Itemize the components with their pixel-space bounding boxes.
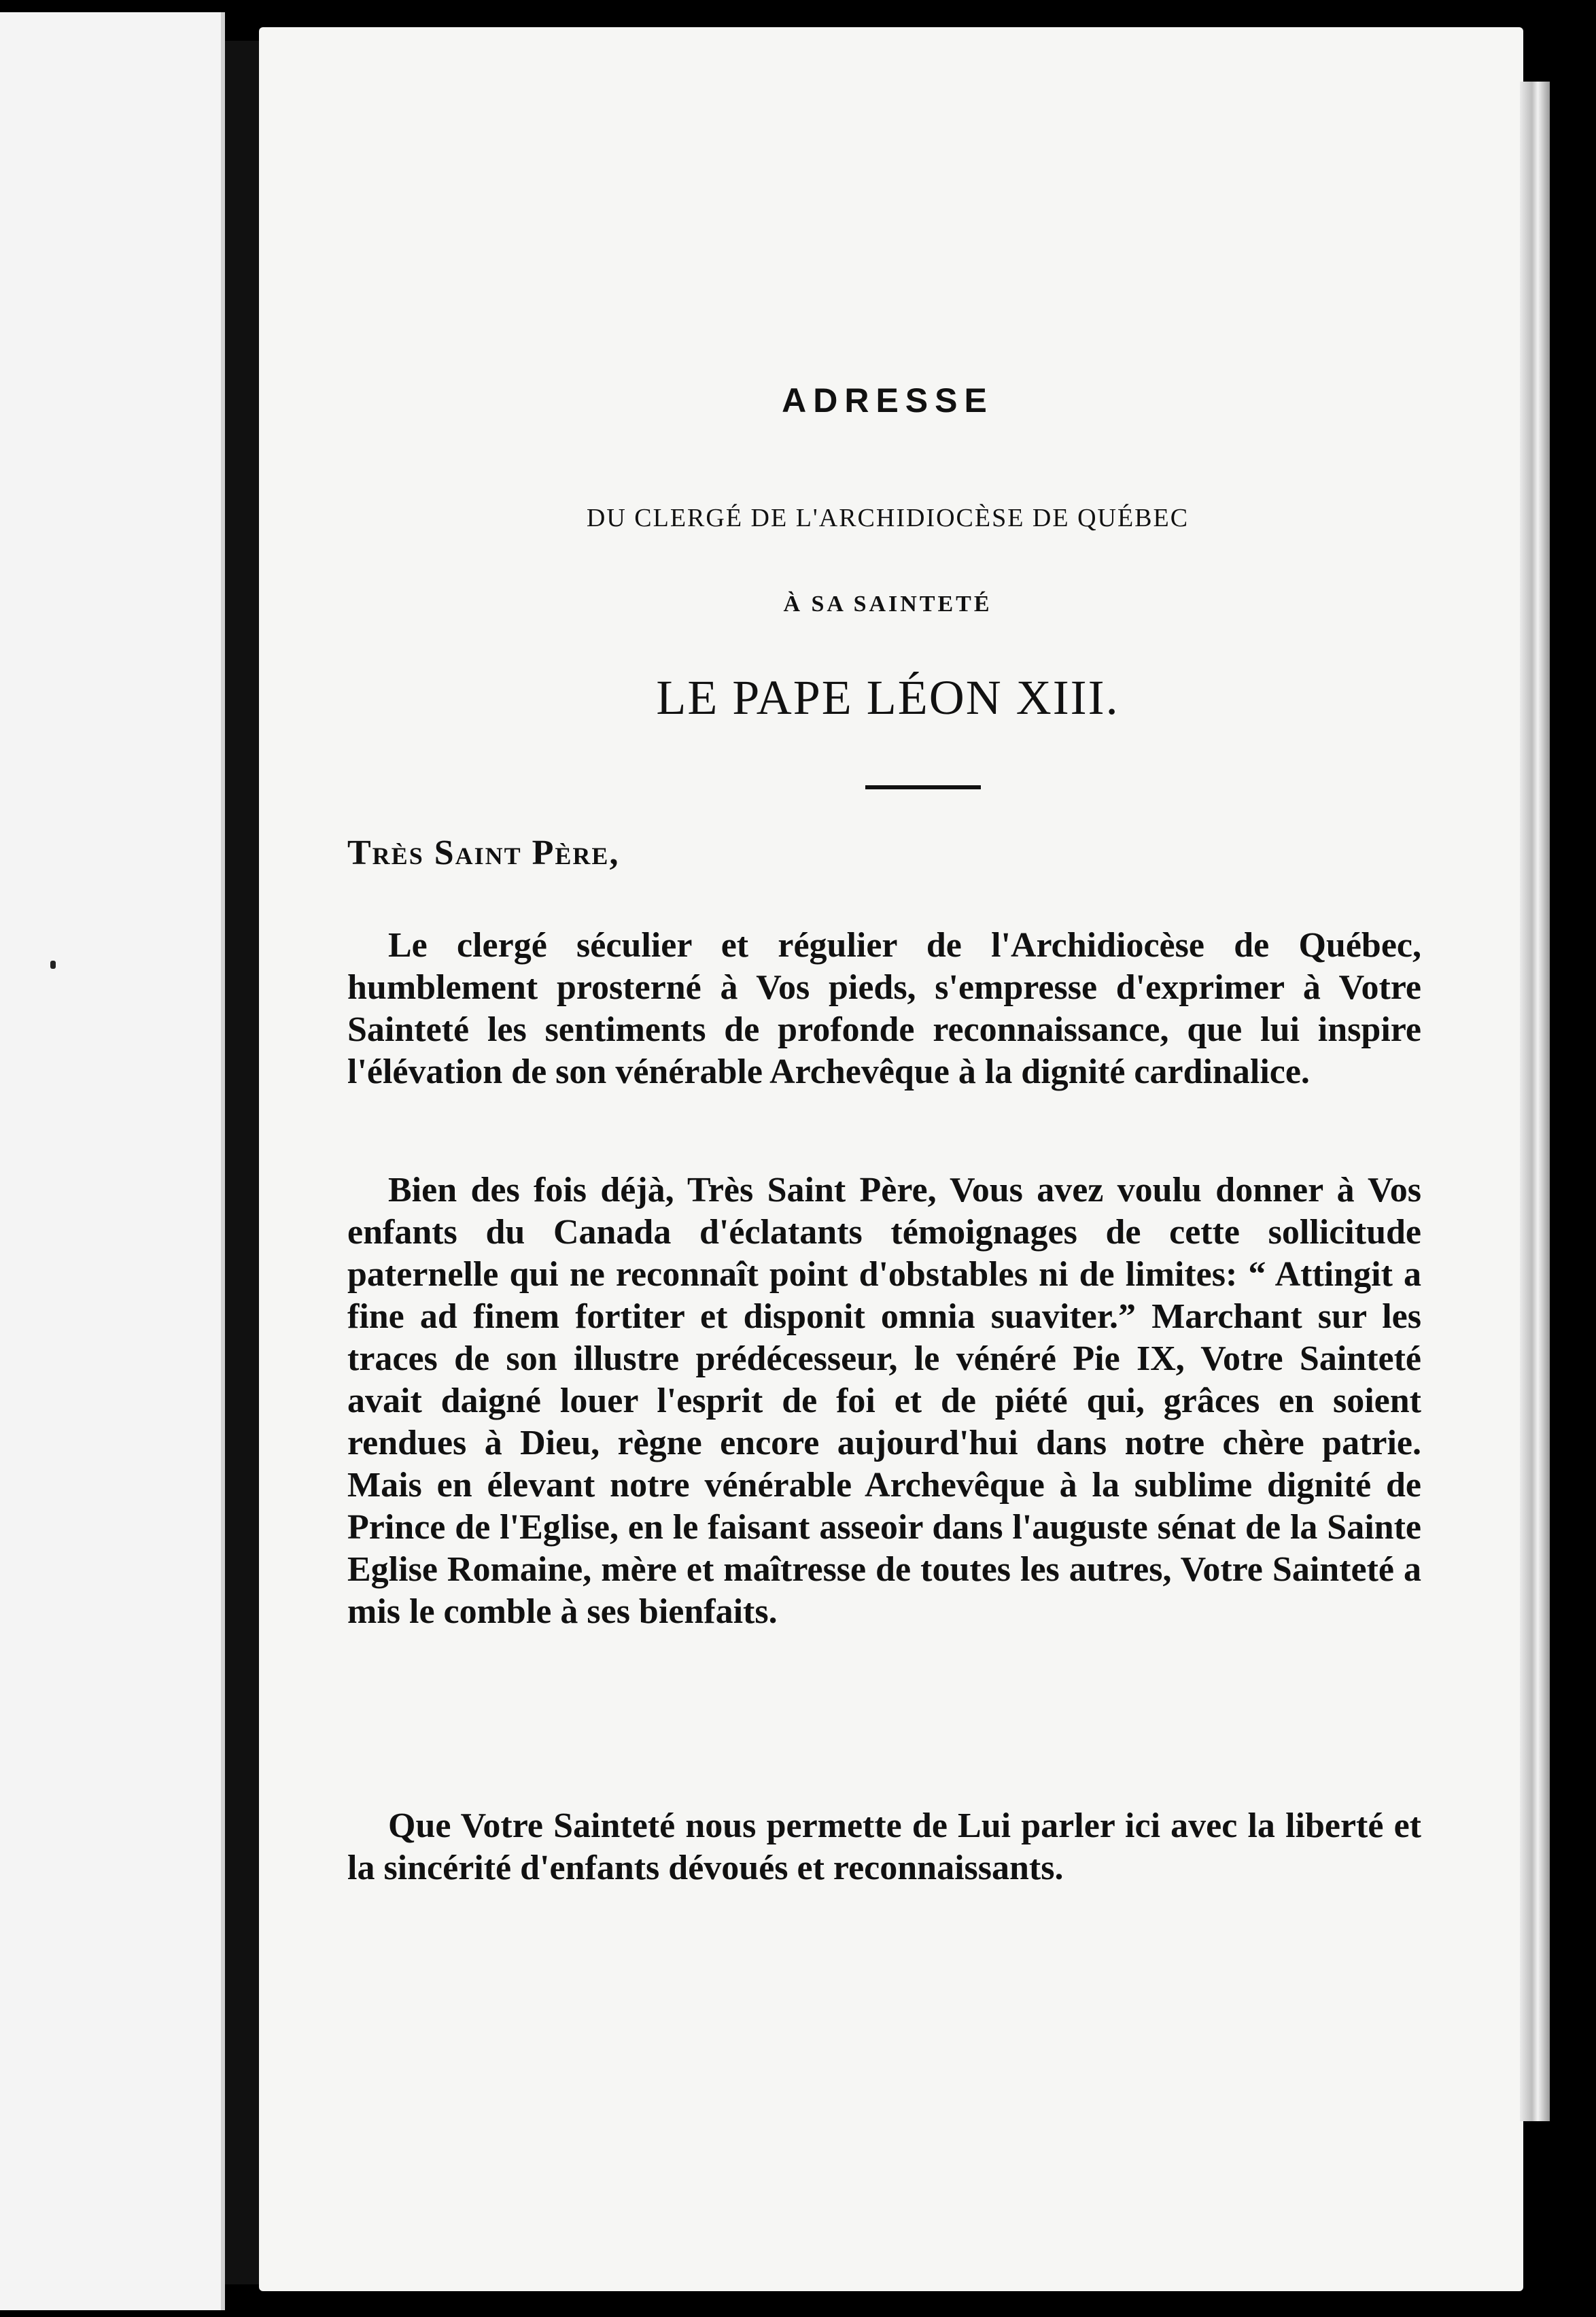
paragraph-2: Bien des fois déjà, Très Saint Père, Vous avez voulu donner à Vos enfants du Canada d'éclatants témoignages de cette sollicitude paternelle qui ne reconnaît point d'obstables ni de limites: “ Attingit a fine ad finem fortiter et disponit omnia suaviter.” Marchant sur les traces de son illustre prédécesseur, le vénéré Pie IX, Votre Sainteté avait daigné louer l'esprit de foi et de piété qui, grâces en soient rendues à Dieu, règne encore aujourd'hui dans notre chère patrie. Mais en élevant notre vénérable Archevêque à la sublime dignité de Prince de l'Eglise, en le faisant asseoir dans l'auguste sénat de la Sainte Eglise Romaine, mère et maîtresse de toutes les autres, Votre Sainteté a mis le comble à ses bienfaits.: [347, 1171, 1421, 1631]
scanned-page: [259, 27, 1523, 2291]
document-recipient: LE PAPE LÉON XIII.: [656, 670, 1120, 725]
document-subtitle: DU CLERGÉ DE L'ARCHIDIOCÈSE DE QUÉBEC: [586, 504, 1190, 532]
divider-rule: [865, 785, 981, 789]
page-gutter: [225, 41, 259, 2284]
paragraph-1: Le clergé séculier et régulier de l'Archidiocèse de Québec, humblement prosterné à Vos pieds, s'empresse d'exprimer à Votre Sainteté les sentiments de profonde reconnaissance, que lui inspire l'élévation de son vénérable Archevêque à la dignité cardinalice.: [347, 926, 1421, 1091]
left-facing-page: [0, 12, 225, 2310]
document-dedication: À SA SAINTETÉ: [783, 591, 992, 617]
paragraph-3: Que Votre Sainteté nous permette de Lui parler ici avec la liberté et la sincérité d'enfants dévoués et reconnaissants.: [347, 1806, 1421, 1887]
ink-mark: [50, 961, 56, 969]
salutation: Très Saint Père,: [347, 834, 620, 872]
document-title: ADRESSE: [782, 381, 994, 419]
page-edge: [1520, 82, 1550, 2121]
